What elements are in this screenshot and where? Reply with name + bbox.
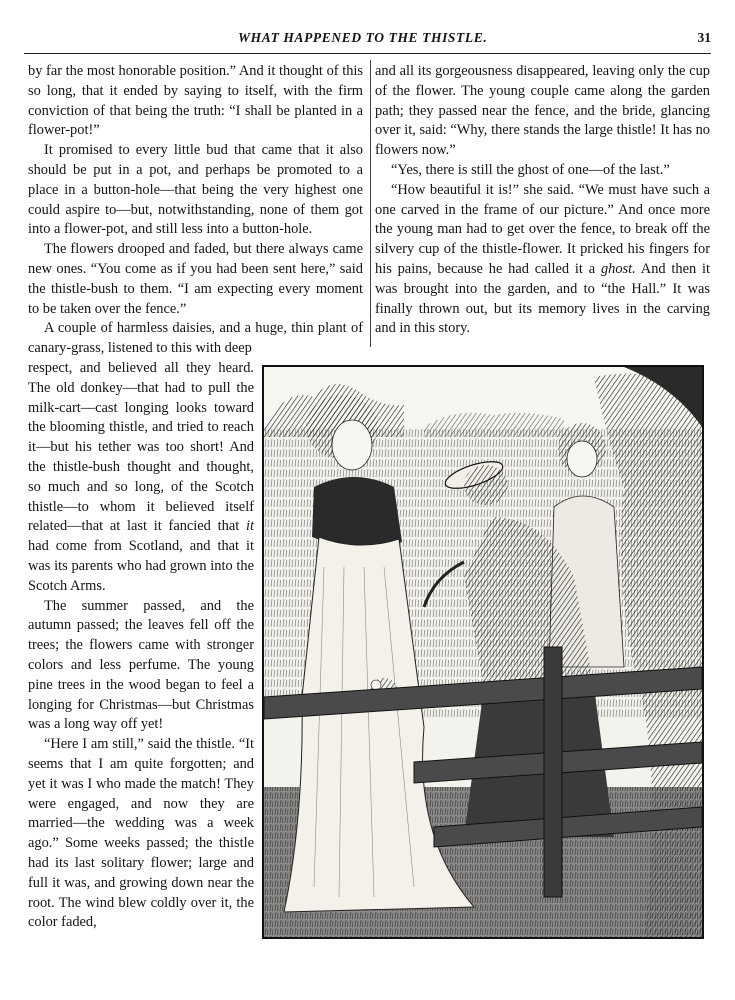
right-column (375, 62, 710, 339)
emphasis: ghost. (600, 260, 636, 277)
paragraph (375, 181, 710, 339)
text-span: respect, and believed all they heard. The old donkey—that had to pull the milk-cart—cast longing looks toward the blooming thistle, and tried to reach it—but his tether was too short! And the thistle-bush thought and thought, so much and so long, of the Scotch thistle—to whom it believed itself related—that at last it fancied that (28, 360, 254, 535)
paragraph: by far the most honorable position.” And it thought of this so long, that it ended by saying to itself, with the firm conviction of that being the truth: “I shall be planted in a flower-pot!” (28, 63, 363, 139)
running-header (0, 30, 735, 50)
paragraph: and all its gorgeousness disappeared, leaving only the cup of the flower. The young couple came along the garden path; they passed near the fence, and the bride, glancing over it, said: “Why, there stands the large thistle! It has no flowers now.” (375, 63, 710, 159)
header-rule (24, 53, 711, 54)
engraving-three-girls-at-fence-icon (264, 367, 702, 937)
paragraph (28, 359, 254, 597)
paragraph: A couple of harmless daisies, and a huge, thin plant of canary-grass, listened to this with deep (28, 320, 363, 357)
page-number: 31 (697, 30, 711, 45)
paragraph: “Yes, there is still the ghost of one—of the last.” (391, 161, 670, 178)
paragraph: The flowers drooped and faded, but there always came new ones. “You come as if you had been sent here,” said the thistle-bush to them. “I am expecting every moment to be taken over the fence.” (28, 241, 363, 317)
emphasis: it (245, 518, 254, 535)
text-span: had come from Scotland, and that it was its parents who had grown into the Scotch Arms. (28, 538, 254, 594)
engraving-illustration (262, 365, 704, 939)
paragraph: “Here I am still,” said the thistle. “It seems that I am quite forgotten; and yet it was I who made the match! They were engaged, and now they are married—the wedding was a week ago.” Some weeks passed; the thistle had its last solitary flower; large and full it was, and growing down near the root. The wind blew coldly over it, the color faded, (28, 736, 254, 931)
paragraph: It promised to every little bud that came that it also should be put in a pot, and perhaps be promoted to a place in a button-hole—that being the very highest one could aspire to—but, notwithstanding, none of them got into a flower-pot, and still less into a button-hole. (28, 142, 363, 238)
text-span: And then it was brought into the garden, and to “the Hall.” It was finally thrown out, but its memory lives in the carving and in this story. (375, 260, 710, 337)
text-span: “How beautiful it is!” she said. “We must have such a one carved in the frame of our picture.” And once more the young man had to get over the fence, to break off the silvery cup of the thistle-flower. It pricked his fingers for his pains, because he had called it a (375, 181, 710, 277)
left-column-narrow (28, 359, 254, 933)
column-divider (370, 60, 371, 347)
left-column-top (28, 62, 363, 359)
running-title: WHAT HAPPENED TO THE THISTLE. (238, 30, 488, 45)
paragraph: The summer passed, and the autumn passed; the leaves fell off the trees; the flowers came with stronger colors and less perfume. The young pine trees in the wood began to feel a longing for Christmas—but Christmas was a long way off yet! (28, 597, 254, 733)
